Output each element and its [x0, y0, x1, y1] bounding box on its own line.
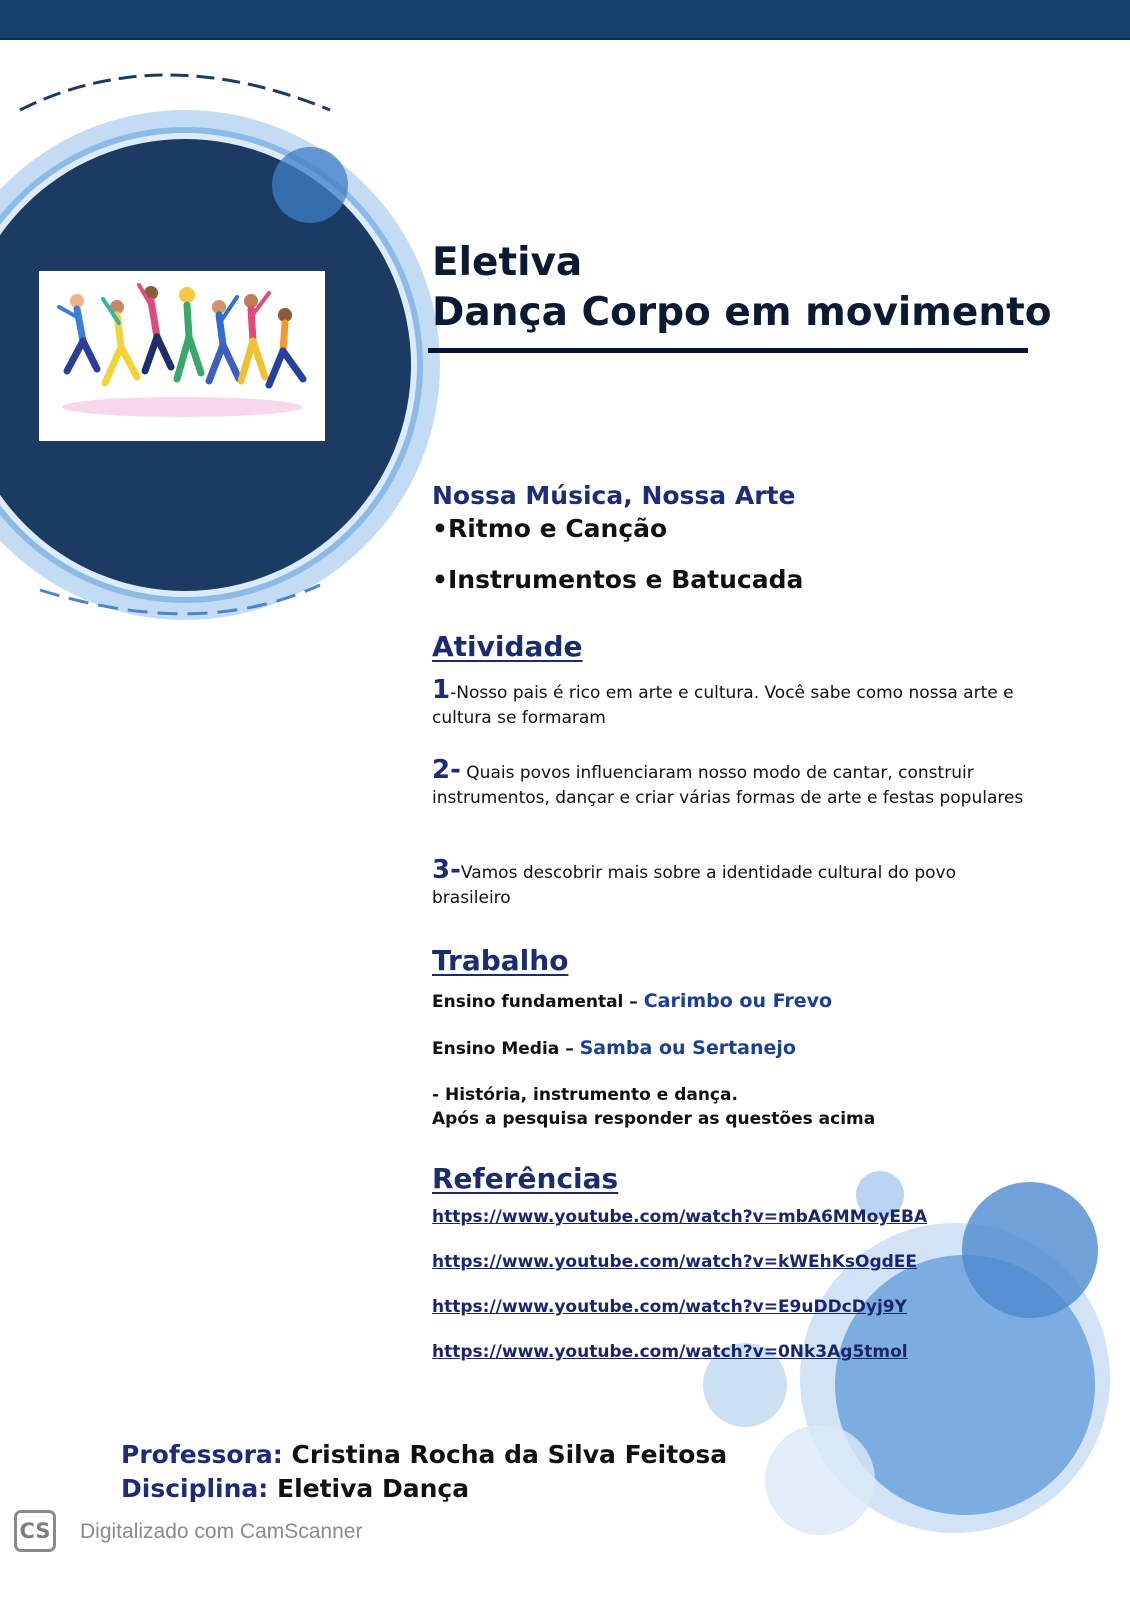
title-divider	[428, 348, 1028, 353]
ensino-media-value: Samba ou Sertanejo	[579, 1037, 796, 1059]
question-2-text: Quais povos influenciaram nosso modo de cantar, construir instrumentos, dançar e criar várias formas de arte e festas populares	[432, 763, 1024, 808]
question-3-text: Vamos descobrir mais sobre a identidade cultural do povo brasileiro	[432, 863, 956, 908]
disciplina-label: Disciplina:	[121, 1474, 269, 1503]
title-line-2: Dança Corpo em movimento	[432, 290, 1052, 335]
camscanner-logo-icon: CS	[14, 1510, 56, 1552]
bubble-bottom-left	[765, 1425, 875, 1535]
ensino-media-label: Ensino Media –	[432, 1039, 580, 1059]
referencias-heading: Referências	[432, 1162, 619, 1195]
ensino-fundamental-label: Ensino fundamental –	[432, 992, 644, 1012]
ensino-fundamental	[432, 990, 832, 1012]
trabalho-heading: Trabalho	[432, 944, 569, 977]
trabalho-note-2: Após a pesquisa responder as questões acima	[432, 1109, 876, 1129]
reference-link-1[interactable]: https://www.youtube.com/watch?v=mbA6MMoyEBA	[432, 1207, 928, 1227]
bullet-ritmo: •Ritmo e Canção	[432, 514, 668, 543]
question-1	[432, 675, 1032, 731]
bubble-top-right	[962, 1182, 1098, 1318]
reference-link-2[interactable]: https://www.youtube.com/watch?v=kWEhKsOgdEE	[432, 1252, 918, 1272]
professora-value: Cristina Rocha da Silva Feitosa	[282, 1440, 728, 1469]
dance-illustration	[36, 268, 328, 444]
atividade-heading: Atividade	[432, 630, 583, 663]
question-2-number: 2-	[432, 755, 461, 785]
reference-link-3[interactable]: https://www.youtube.com/watch?v=E9uDDcDyj9Y	[432, 1297, 907, 1317]
dancer-figure	[59, 294, 97, 371]
footer-professora	[121, 1440, 727, 1469]
camscanner-watermark: Digitalizado com CamScanner	[80, 1520, 363, 1543]
ensino-media	[432, 1037, 796, 1059]
question-3-number: 3-	[432, 855, 461, 885]
trabalho-note-1: - História, instrumento e dança.	[432, 1085, 738, 1105]
footer-disciplina	[121, 1474, 469, 1503]
page-title	[432, 238, 1052, 338]
ensino-fundamental-value: Carimbo ou Frevo	[643, 990, 833, 1012]
disciplina-value: Eletiva Dança	[268, 1474, 470, 1503]
reference-link-4[interactable]: https://www.youtube.com/watch?v=0Nk3Ag5tmol	[432, 1342, 908, 1362]
question-1-number: 1	[432, 675, 451, 705]
small-blue-circle	[272, 147, 348, 223]
title-line-1: Eletiva	[432, 240, 583, 285]
question-3	[432, 855, 1032, 911]
professora-label: Professora:	[121, 1440, 283, 1469]
question-1-text: -Nosso pais é rico em arte e cultura. Você sabe como nossa arte e cultura se formaram	[432, 683, 1014, 728]
brush-stroke-top	[20, 75, 330, 110]
bullet-instrumentos: •Instrumentos e Batucada	[432, 565, 804, 594]
intro-heading: Nossa Música, Nossa Arte	[432, 481, 796, 510]
question-2	[432, 755, 1032, 811]
